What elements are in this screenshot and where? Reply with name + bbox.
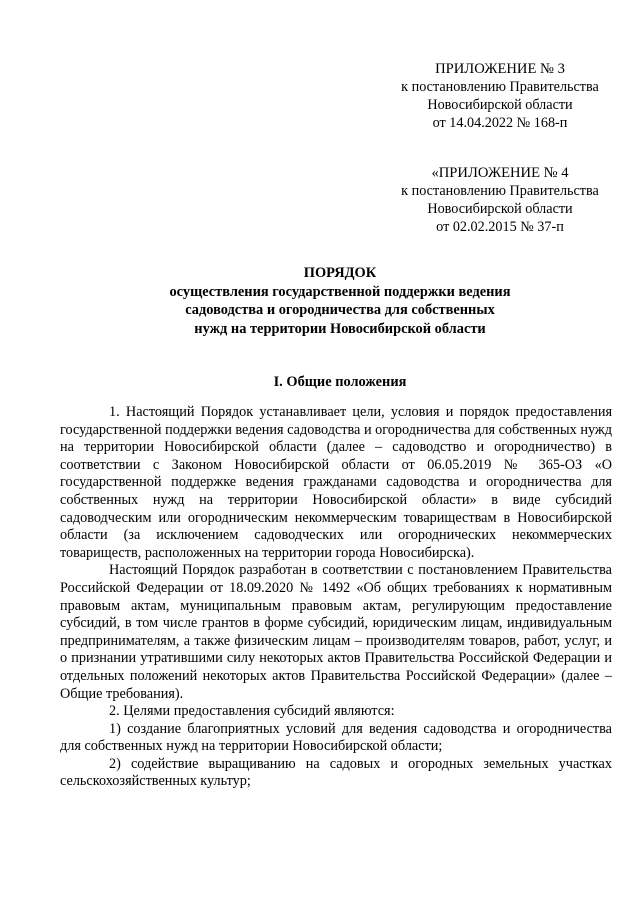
annex-3-line-2: Новосибирской области xyxy=(427,97,573,113)
paragraph-5: 2) содействие выращиванию на садовых и огородных земельных участках сельскохозяйственных культур; xyxy=(60,755,612,790)
annex-3-block xyxy=(380,60,620,132)
document-title-line-2: садоводства и огородничества для собственных xyxy=(185,302,495,318)
document-body xyxy=(60,404,612,791)
section-heading: I. Общие положения xyxy=(273,374,407,390)
document-title-heading: ПОРЯДОК xyxy=(303,265,377,281)
annex-4-line-2: Новосибирской области xyxy=(427,201,573,217)
paragraph-1: 1. Настоящий Порядок устанавливает цели, условия и порядок предоставления государственной поддержки ведения садоводства и огородничества для собственных нужд на территории Новосибирской области (далее – садоводство и огородничество) в соответствии с Законом Новосибирской области от 06.05.2019 № 365-ОЗ «О государственной поддержке ведения гражданами садоводства и огородничества для собственных нужд на территории Новосибирской области» в виде субсидий садоводческим или огородническим некоммерческим товариществам в Новосибирской области (за исключением садоводческих или огороднических некоммерческих товариществ, расположенных на территории города Новосибирска). xyxy=(60,404,612,561)
annex-3-line-3: от 14.04.2022 № 168-п xyxy=(432,115,568,131)
document-title-line-1: осуществления государственной поддержки ведения xyxy=(169,283,511,300)
annex-4-line-3: от 02.02.2015 № 37-п xyxy=(436,219,564,235)
annex-3-title: ПРИЛОЖЕНИЕ № 3 xyxy=(435,61,565,77)
annex-3-line-1: к постановлению Правительства xyxy=(401,79,599,95)
paragraph-3: 2. Целями предоставления субсидий являются: xyxy=(109,703,395,720)
paragraph-4: 1) создание благоприятных условий для ведения садоводства и огородничества для собственных нужд на территории Новосибирской области; xyxy=(60,720,612,755)
annex-4-line-1: к постановлению Правительства xyxy=(401,183,599,199)
paragraph-2: Настоящий Порядок разработан в соответствии с постановлением Правительства Российской Федерации от 18.09.2020 № 1492 «Об общих требованиях к нормативным правовым актам, муниципальным правовым актам, регулирующим предоставление субсидий, в том числе грантов в форме субсидий, юридическим лицам, индивидуальным предпринимателям, а также физическим лицам – производителям товаров, работ, услуг, и о признании утратившими силу некоторых актов Правительства Российской Федерации и отдельных положений некоторых актов Правительства Российской Федерации» (далее – Общие требования). xyxy=(60,562,612,702)
document-title-line-3: нужд на территории Новосибирской области xyxy=(194,320,486,337)
document-title xyxy=(60,264,620,338)
annex-4-title: «ПРИЛОЖЕНИЕ № 4 xyxy=(431,165,569,181)
annex-4-block xyxy=(380,164,620,236)
